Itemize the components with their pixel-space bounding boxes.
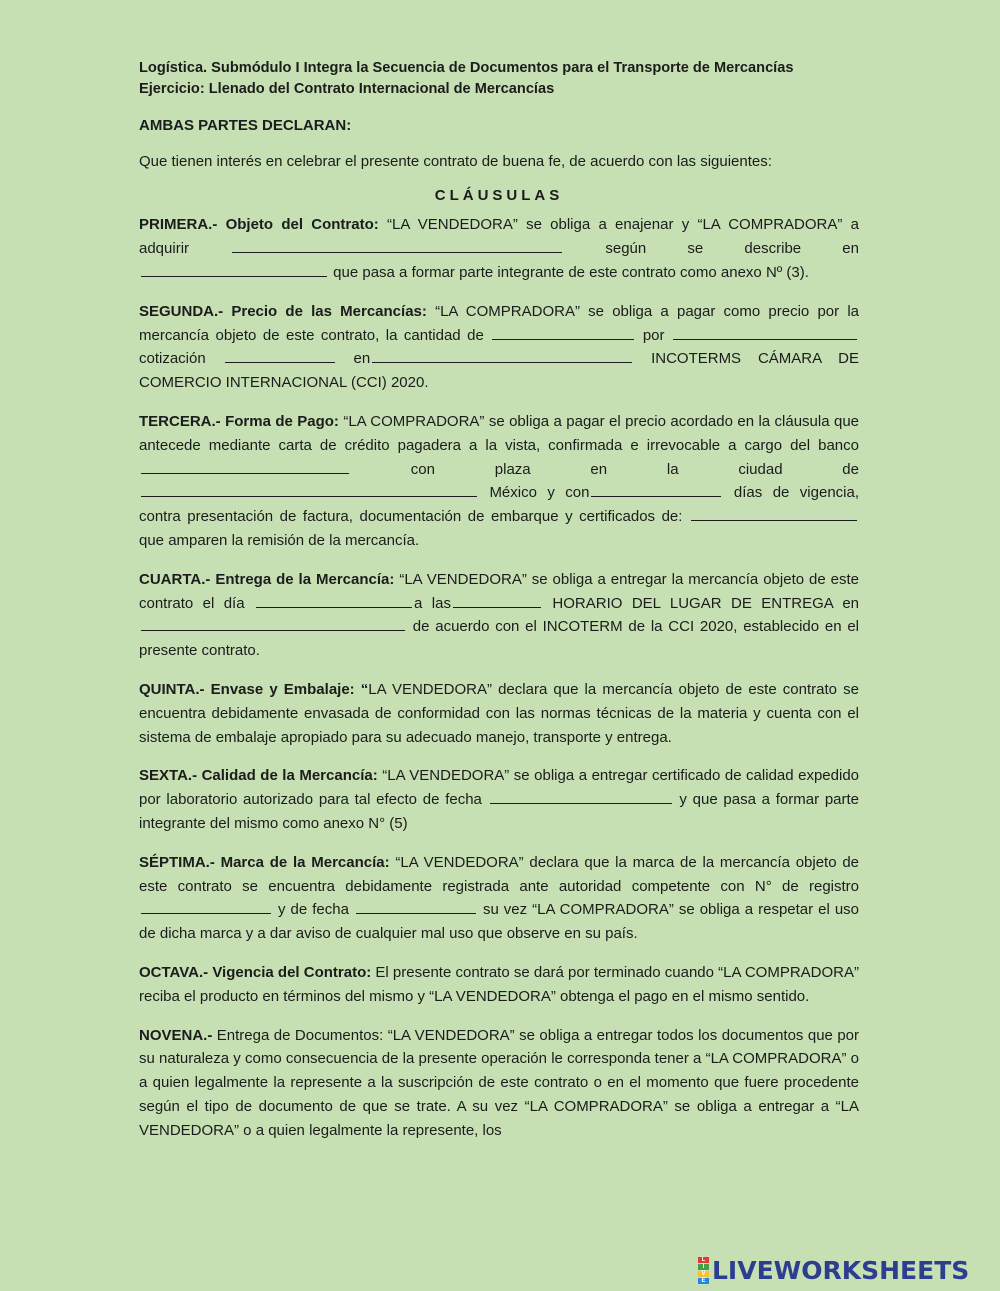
contract-document xyxy=(139,58,859,1157)
document-header xyxy=(139,58,859,100)
header-exercise: Ejercicio: Llenado del Contrato Internacional de Mercancías xyxy=(139,81,555,97)
header-subject: Logística. Submódulo I Integra la Secuencia de Documentos para el Transporte de Mercancías xyxy=(139,60,794,76)
clause-label: QUINTA.- Envase y Embalaje: “ xyxy=(139,680,369,698)
blank-field[interactable] xyxy=(232,238,562,253)
live-logo-icon xyxy=(698,1257,709,1284)
blank-field[interactable] xyxy=(356,899,476,914)
clause-label: SÉPTIMA.- Marca de la Mercancía: xyxy=(139,853,390,871)
liveworksheets-logo xyxy=(698,1255,969,1285)
clause-tercera: TERCERA.- Forma de Pago: “LA COMPRADORA” se obliga a pagar el precio acordado en la cláusula que antecede mediante carta de crédito pagadera a la vista, confirmada e irrevocable a cargo del banco con plaza en la ciudad de México y con días de vigencia, contra presentación de factura, documentación de embarque y certificados de: que amparen la remisión de la mercancía. xyxy=(139,412,860,549)
blank-field[interactable] xyxy=(225,348,335,363)
clause-label: SEXTA.- Calidad de la Mercancía: xyxy=(139,767,378,785)
logo-letter: I xyxy=(698,1264,709,1270)
clause-label: OCTAVA.- Vigencia del Contrato: xyxy=(139,963,372,981)
clause-label: CUARTA.- Entrega de la Mercancía: xyxy=(139,570,395,588)
blank-field[interactable] xyxy=(691,506,857,521)
blank-field[interactable] xyxy=(492,325,634,340)
blank-field[interactable] xyxy=(256,593,412,608)
clause-cuarta: CUARTA.- Entrega de la Mercancía: “LA VENDEDORA” se obliga a entregar la mercancía objeto de este contrato el día a las HORARIO DEL LUGAR DE ENTREGA en de acuerdo con el INCOTERM de la CCI 2020, establecido en el presente contrato. xyxy=(139,570,860,660)
blank-field[interactable] xyxy=(141,459,349,474)
clause-quinta: QUINTA.- Envase y Embalaje: “LA VENDEDORA” declara que la mercancía objeto de este contrato se encuentra debidamente envasada de conformidad con las normas técnicas de la materia y cuenta con el sistema de embalaje apropiado para su adecuado manejo, transporte y entrega. xyxy=(139,680,859,746)
blank-field[interactable] xyxy=(141,616,405,631)
clauses-title: CLÁUSULAS xyxy=(434,186,564,204)
clause-segunda: SEGUNDA.- Precio de las Mercancías: “LA COMPRADORA” se obliga a pagar como precio por la mercancía objeto de este contrato, la cantidad de por cotización en INCOTERMS CÁMARA DE COMERCIO INTERNACIONAL (CCI) 2020. xyxy=(139,302,860,392)
blank-field[interactable] xyxy=(141,899,271,914)
clause-label: TERCERA.- Forma de Pago: xyxy=(139,412,339,430)
clause-novena: NOVENA.- Entrega de Documentos: “LA VENDEDORA” se obliga a entregar todos los documentos que por su naturaleza y como consecuencia de la presente operación le corresponda tener a “LA COMPRADORA” o a quien legalmente la represente a la suscripción de este contrato o en el momento que fuere procedente según el tipo de documento de que se trate. A su vez “LA COMPRADORA” se obliga a entregar a “LA VENDEDORA” o a quien legalmente la represente, los xyxy=(139,1026,860,1139)
clause-sexta: SEXTA.- Calidad de la Mercancía: “LA VENDEDORA” se obliga a entregar certificado de calidad expedido por laboratorio autorizado para tal efecto de fecha y que pasa a formar parte integrante del mismo como anexo N° (5) xyxy=(139,767,860,832)
declaration-heading: AMBAS PARTES DECLARAN: xyxy=(139,117,352,134)
clause-octava: OCTAVA.- Vigencia del Contrato: El presente contrato se dará por terminado cuando “LA COMPRADORA” reciba el producto en términos del mismo y “LA VENDEDORA” obtenga el pago en el mismo sentido. xyxy=(139,963,859,1005)
clause-label: SEGUNDA.- Precio de las Mercancías: xyxy=(139,302,427,320)
blank-field[interactable] xyxy=(453,593,541,608)
clause-label: NOVENA.- xyxy=(139,1026,213,1044)
intro-paragraph: Que tienen interés en celebrar el presente contrato de buena fe, de acuerdo con las siguientes: xyxy=(139,152,772,170)
blank-field[interactable] xyxy=(141,262,327,277)
blank-field[interactable] xyxy=(372,348,632,363)
clause-label: PRIMERA.- Objeto del Contrato: xyxy=(139,216,379,234)
clause-primera: PRIMERA.- Objeto del Contrato: “LA VENDEDORA” se obliga a enajenar y “LA COMPRADORA” a adquirir según se describe en que pasa a formar parte integrante de este contrato como anexo Nº (3). xyxy=(139,216,859,281)
blank-field[interactable] xyxy=(591,482,721,497)
brand-name: LIVEWORKSHEETS xyxy=(712,1255,970,1285)
clauses-list xyxy=(139,213,859,1142)
blank-field[interactable] xyxy=(673,325,857,340)
logo-letter: L xyxy=(698,1257,709,1263)
logo-letter: E xyxy=(698,1278,709,1284)
clause-septima: SÉPTIMA.- Marca de la Mercancía: “LA VENDEDORA” declara que la marca de la mercancía objeto de este contrato se encuentra debidamente registrada ante autoridad competente con N° de registro y de fecha su vez “LA COMPRADORA” se obliga a respetar el uso de dicha marca y a dar aviso de cualquier mal uso que observe en su país. xyxy=(139,853,860,943)
blank-field[interactable] xyxy=(141,482,477,497)
logo-letter: V xyxy=(698,1271,709,1277)
blank-field[interactable] xyxy=(490,789,672,804)
